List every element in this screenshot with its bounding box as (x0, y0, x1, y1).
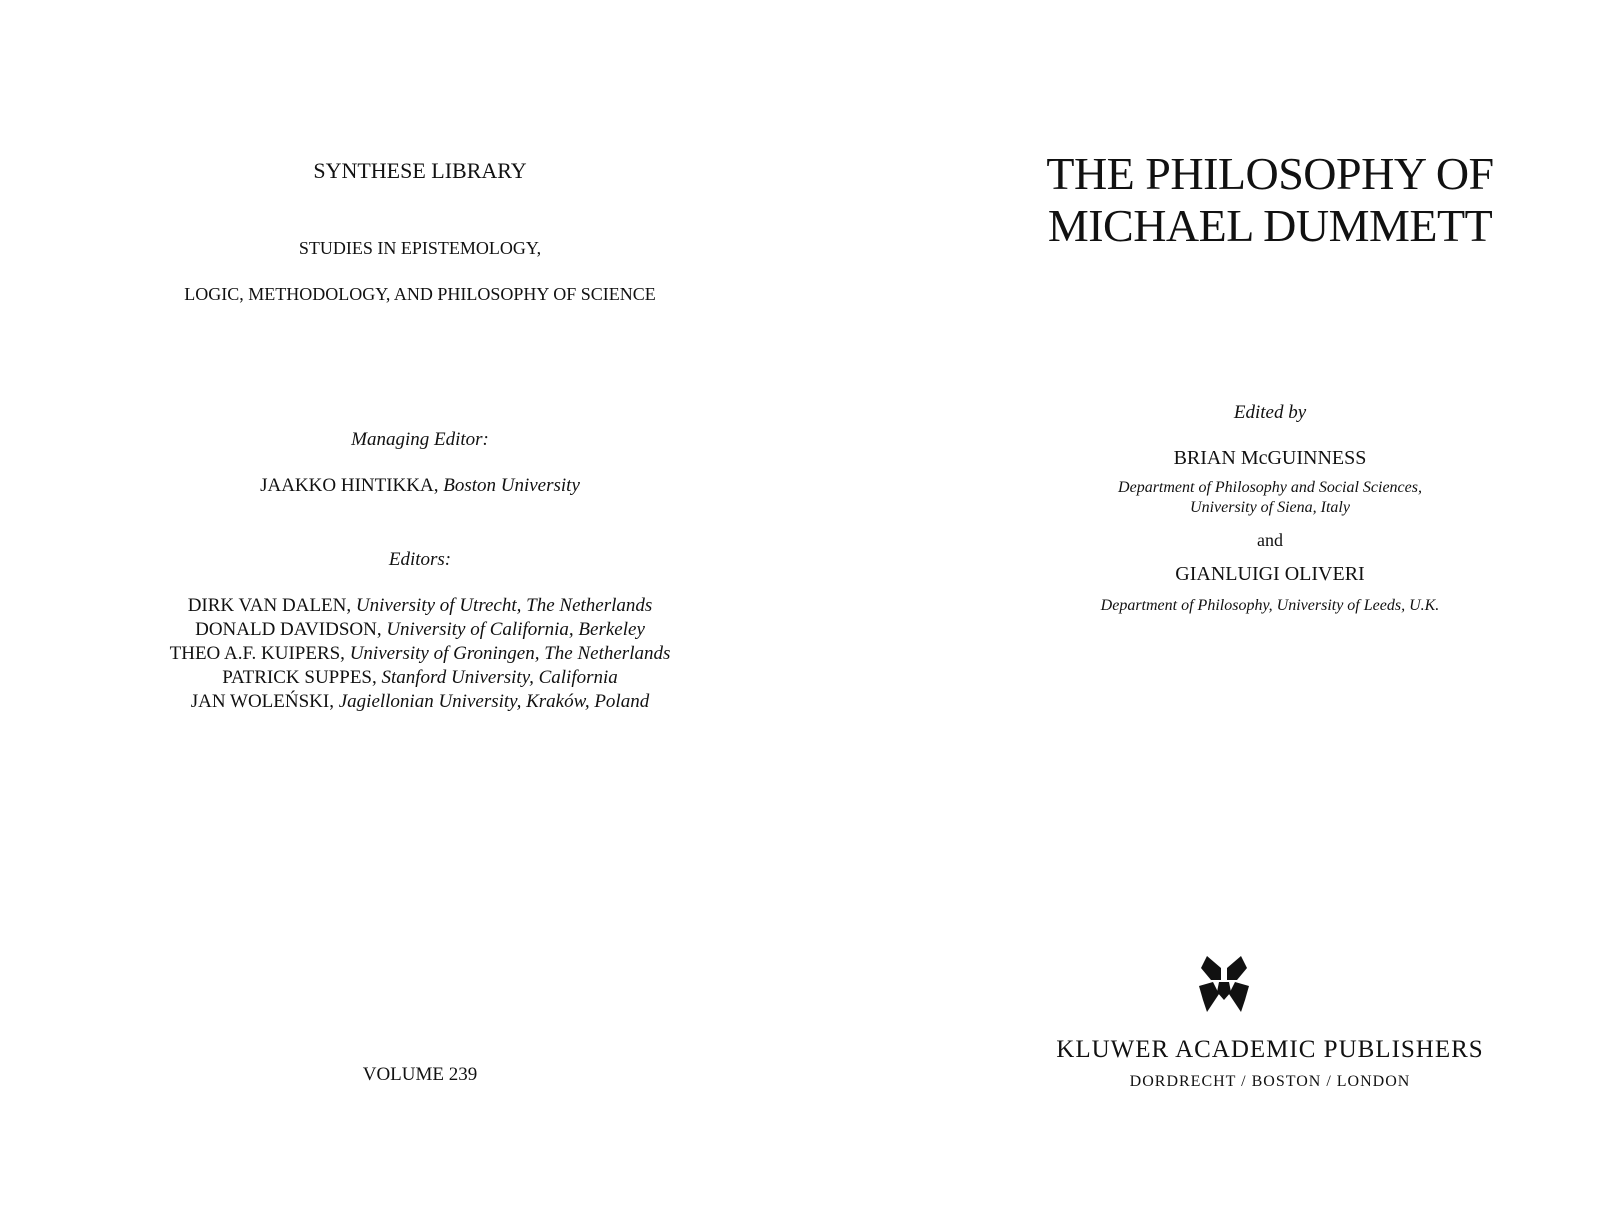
edited-by-label: Edited by (1233, 402, 1307, 423)
editor1-affiliation-line1: Department of Philosophy and Social Sciences, (1118, 479, 1422, 496)
editor1-name: BRIAN McGUINNESS (1173, 447, 1367, 469)
editor-line (120, 594, 720, 618)
editor-affiliation: University of California, Berkeley (386, 619, 645, 640)
book-title (1000, 148, 1540, 252)
right-page (840, 0, 1623, 1232)
series-subtitle-line2: LOGIC, METHODOLOGY, AND PHILOSOPHY OF SCIENCE (184, 284, 656, 304)
editor-name: DIRK VAN DALEN, (187, 595, 352, 616)
editor-line (120, 642, 720, 666)
editor-name: THEO A.F. KUIPERS, (169, 643, 345, 664)
editor1-affiliation-line2: University of Siena, Italy (1190, 499, 1350, 516)
book-title-line1: THE PHILOSOPHY OF (1046, 148, 1494, 199)
editor-name: PATRICK SUPPES, (222, 667, 377, 688)
book-title-line2: MICHAEL DUMMETT (1047, 200, 1493, 251)
editors-label: Editors: (388, 549, 452, 570)
managing-editor-label: Managing Editor: (351, 429, 489, 450)
editor-line (120, 666, 720, 690)
series-title: SYNTHESE LIBRARY (313, 158, 527, 183)
publisher-name: KLUWER ACADEMIC PUBLISHERS (1056, 1036, 1484, 1063)
series-subtitle-line1: STUDIES IN EPISTEMOLOGY, (298, 238, 542, 258)
editor2-name: GIANLUIGI OLIVERI (1175, 563, 1365, 585)
managing-editor-name: JAAKKO HINTIKKA, (260, 475, 439, 496)
editor-name: DONALD DAVIDSON, (195, 619, 382, 640)
editor-line (120, 618, 720, 642)
and-connector: and (1257, 530, 1283, 550)
editors-list (120, 594, 720, 714)
editor-line (120, 690, 720, 714)
editor-affiliation: University of Groningen, The Netherlands (349, 643, 671, 664)
editor1-affiliation (1000, 478, 1540, 518)
editor2-affiliation: Department of Philosophy, University of Leeds, U.K. (1100, 597, 1440, 614)
volume-number: VOLUME 239 (362, 1064, 478, 1085)
publisher-cities: DORDRECHT / BOSTON / LONDON (1129, 1073, 1411, 1090)
editor-affiliation: Stanford University, California (381, 667, 618, 688)
publisher-logo-icon (1197, 954, 1251, 1014)
editor-name: JAN WOLEŃSKI, (190, 691, 334, 712)
managing-editor (120, 475, 720, 497)
editor-affiliation: Jagiellonian University, Kraków, Poland (338, 691, 650, 712)
managing-editor-affiliation: Boston University (443, 475, 580, 496)
editor-affiliation: University of Utrecht, The Netherlands (355, 595, 653, 616)
